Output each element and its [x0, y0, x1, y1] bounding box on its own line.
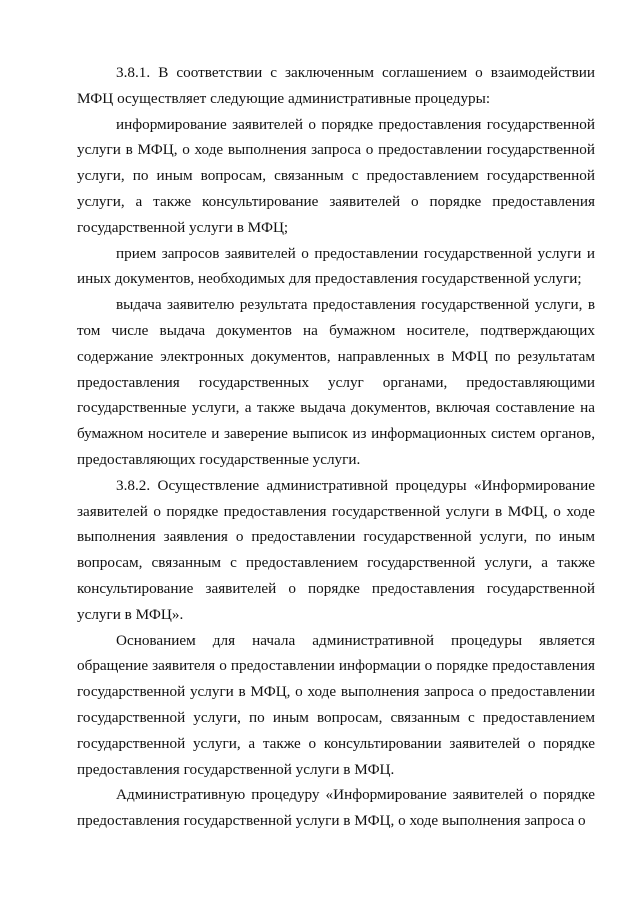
paragraph-informing: информирование заявителей о порядке предоставления государственной услуги в МФЦ, о ходе выполнения запроса о предоставлении государственной услуги, по иным вопросам, связанным с предоставлением государственной услуги, а также консультирование заявителей о порядке предоставления государственной услуги в МФЦ;: [77, 115, 595, 236]
paragraph-procedure-continued: Административную процедуру «Информирование заявителей о порядке предоставления государственной услуги в МФЦ, о ходе выполнения запроса о: [77, 786, 595, 830]
document-page: [77, 60, 595, 834]
paragraph-issuing-results: выдача заявителю результата предоставления государственной услуги, в том числе выдача документов на бумажном носителе, подтверждающих содержание электронных документов, направленных в МФЦ по результатам предоставления государственных услуг органами, предоставляющими государственные услуги, а также выдача документов, включая составление на бумажном носителе и заверение выписок из информационных систем органов, предоставляющих государственные услуги.: [77, 296, 595, 468]
paragraph-grounds: Основанием для начала административной процедуры является обращение заявителя о предоставлении информации о порядке предоставления государственной услуги в МФЦ, о ходе выполнения запроса о предоставлении государственной услуги, по иным вопросам, связанным с предоставлением государственной услуги, а также о консультировании заявителей о порядке предоставления государственной услуги в МФЦ.: [77, 631, 595, 778]
paragraph-3-8-1: 3.8.1. В соответствии с заключенным соглашением о взаимодействии МФЦ осуществляет следующие административные процедуры:: [77, 64, 595, 107]
paragraph-receiving-requests: прием запросов заявителей о предоставлении государственной услуги и иных документов, необходимых для предоставления государственной услуги;: [77, 244, 595, 288]
paragraph-3-8-2: 3.8.2. Осуществление административной процедуры «Информирование заявителей о порядке предоставления государственной услуги в МФЦ, о ходе выполнения заявления о предоставлении государственной услуги, по иным вопросам, связанным с предоставлением государственной услуги, а также консультирование заявителей о порядке предоставления государственной услуги в МФЦ».: [77, 476, 595, 623]
